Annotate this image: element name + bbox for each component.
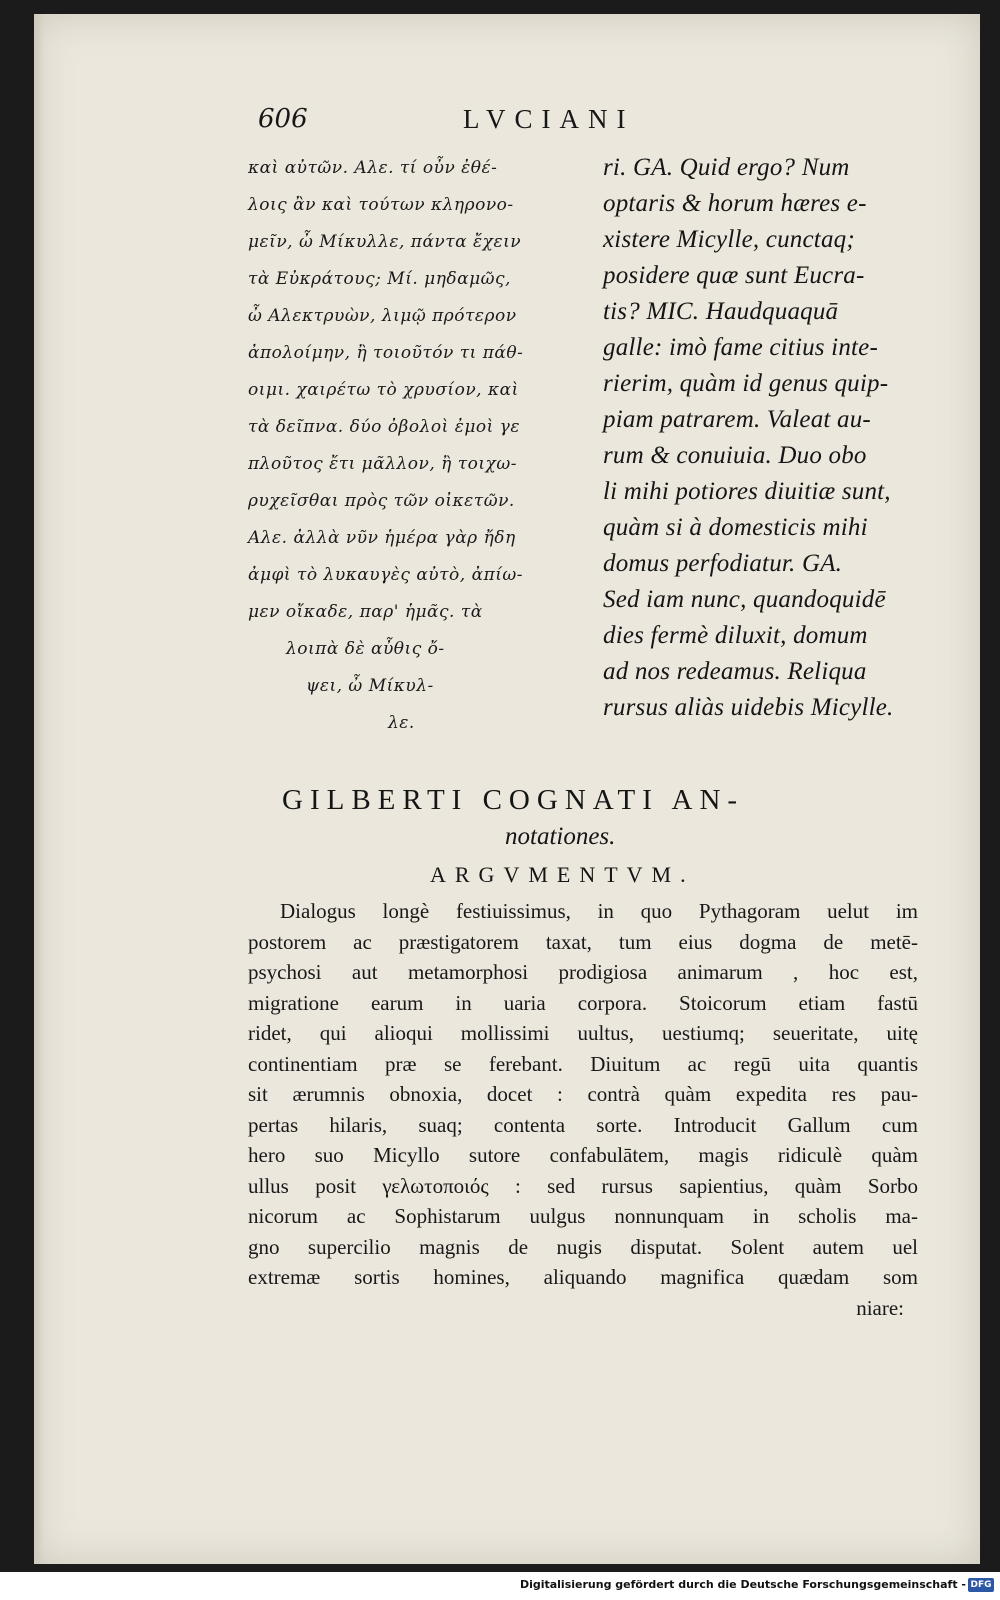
greek-line: καὶ αὐτῶν. Αλε. τί οὖν ἐθέ-: [248, 158, 498, 178]
greek-text-column: [248, 150, 588, 742]
latin-text-column: [603, 150, 923, 726]
body-line: ullus posit γελωτοποιός : sed rursus sapientius, quàm Sorbo: [248, 1173, 918, 1198]
body-line: nicorum ac Sophistarum uulgus nonnunquam in scholis ma-: [248, 1204, 918, 1228]
body-line: extremæ sortis homines, aliquando magnifica quædam som: [248, 1265, 918, 1289]
greek-line: ἀμφὶ τὸ λυκαυγὲς αὐτὸ, ἀπίω-: [248, 565, 524, 585]
greek-line: μεῖν, ὦ Μίκυλλε, πάντα ἔχειν: [248, 232, 522, 252]
digitization-footer: [0, 1572, 1000, 1600]
running-header: [258, 104, 728, 144]
greek-line: πλοῦτος ἔτι μᾶλλον, ἢ τοιχω-: [248, 454, 517, 474]
catchword: niare:: [856, 1295, 904, 1320]
greek-line: ρυχεῖσθαι πρὸς τῶν οἰκετῶν.: [248, 491, 515, 511]
dfg-logo-icon: DFG: [968, 1578, 994, 1592]
greek-line: λοις ἂν καὶ τούτων κληρονο-: [248, 195, 514, 215]
latin-line: posidere quæ sunt Eucra-: [603, 262, 865, 289]
body-line: sit ærumnis obnoxia, docet : contrà quàm expedita res pau-: [248, 1082, 918, 1106]
latin-line: li mihi potiores diuitiæ sunt,: [603, 478, 891, 505]
greek-line: ψει, ὦ Μίκυλ-: [306, 676, 434, 696]
latin-line: Sed iam nunc, quandoquidē: [603, 586, 886, 613]
latin-line: xistere Micylle, cunctaq;: [603, 226, 855, 253]
greek-line: λε.: [388, 713, 415, 733]
greek-line: Αλε. ἀλλὰ νῦν ἡμέρα γὰρ ἤδη: [248, 528, 516, 548]
latin-line: domus perfodiatur. GA.: [603, 550, 843, 577]
body-line: ridet, qui alioqui mollissimi uultus, uestiumq; seueritate, uitę: [248, 1021, 918, 1045]
heading-line-1: GILBERTI COGNATI AN-: [282, 784, 745, 816]
argument-subheading: ARGVMENTVM.: [430, 862, 695, 887]
greek-line: τὰ Εὐκράτους; Μί. μηδαμῶς,: [248, 269, 511, 289]
body-line: postorem ac præstigatorem taxat, tum eius dogma de metē-: [248, 929, 918, 954]
latin-line: galle: imò fame citius inte-: [603, 334, 878, 361]
body-line: psychosi aut metamorphosi prodigiosa animarum , hoc est,: [248, 960, 918, 984]
greek-line: ὦ Αλεκτρυὼν, λιμῷ πρότερον: [248, 306, 517, 326]
greek-line: τὰ δεῖπνα. δύο ὀβολοὶ ἐμοὶ γε: [248, 417, 520, 437]
body-line: hero suo Micyllo sutore confabulātem, magis ridiculè quàm: [248, 1143, 918, 1167]
latin-line: optaris & horum hæres e-: [603, 190, 867, 217]
latin-line: piam patrarem. Valeat au-: [603, 406, 871, 433]
section-heading: [250, 784, 930, 851]
body-line: gno supercilio magnis de nugis disputat. Solent autem uel: [248, 1234, 918, 1259]
page-number: 606: [258, 104, 308, 134]
latin-line: ad nos redeamus. Reliqua: [603, 658, 867, 685]
body-line: Dialogus longè festiuissimus, in quo Pythagoram uelut im: [280, 899, 918, 923]
latin-line: rum & conuiuia. Duo obo: [603, 442, 867, 469]
latin-line: ri. GA. Quid ergo? Num: [603, 154, 850, 181]
greek-line: λοιπὰ δὲ αὖθις ὄ-: [286, 639, 445, 659]
body-line: migratione earum in uaria corpora. Stoicorum etiam fastū: [248, 990, 918, 1015]
greek-line: οιμι. χαιρέτω τὸ χρυσίον, καὶ: [248, 380, 519, 400]
argument-body: [248, 896, 918, 1323]
latin-line: quàm si à domesticis mihi: [603, 514, 868, 541]
latin-line: rierim, quàm id genus quip-: [603, 370, 889, 397]
latin-line: dies fermè diluxit, domum: [603, 622, 868, 649]
body-line: pertas hilaris, suaq; contenta sorte. Introducit Gallum cum: [248, 1112, 918, 1137]
heading-line-2: notationes.: [505, 823, 616, 850]
latin-line: rursus aliàs uidebis Micylle.: [603, 694, 894, 721]
latin-line: tis? MIC. Haudquaquā: [603, 298, 839, 325]
greek-line: μεν οἴκαδε, παρ' ἡμᾶς. τὰ: [248, 602, 483, 622]
running-title: LVCIANI: [463, 104, 635, 134]
funding-credit: Digitalisierung gefördert durch die Deutsche Forschungsgemeinschaft -: [519, 1578, 966, 1591]
page-gutter-shadow: [34, 14, 44, 1564]
greek-line: ἀπολοίμην, ἢ τοιοῦτόν τι πάθ-: [248, 343, 524, 363]
body-line: continentiam præ se ferebant. Diuitum ac regū uita quantis: [248, 1051, 918, 1076]
